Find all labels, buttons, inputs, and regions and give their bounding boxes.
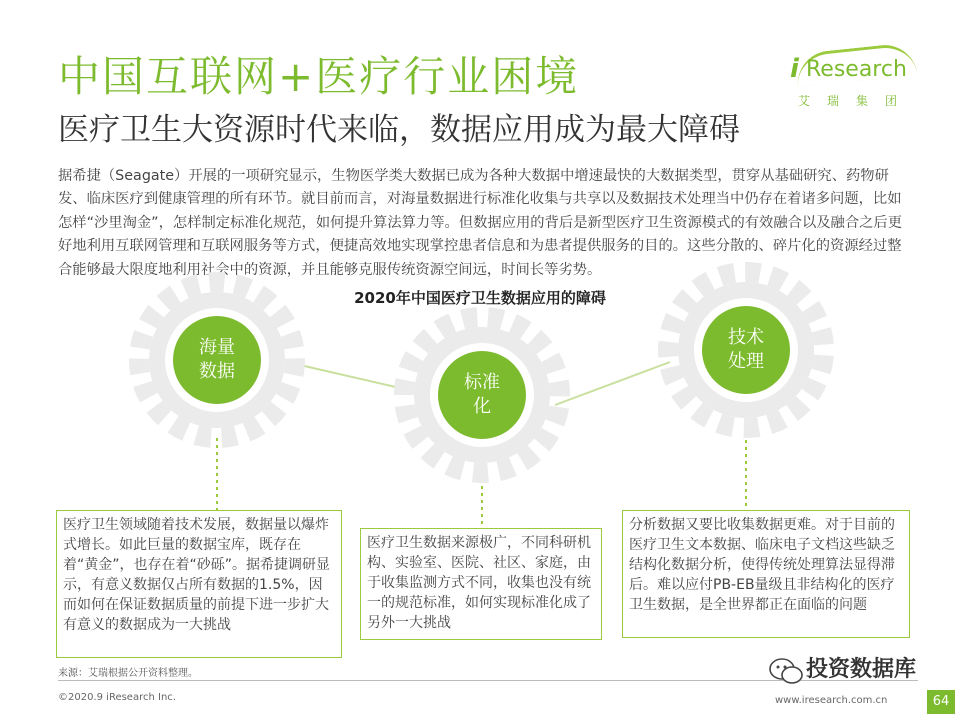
gear-2-line1: 标准	[464, 372, 500, 393]
box-massive-data: 医疗卫生领域随着技术发展，数据量以爆炸式增长。如此巨量的数据宝库，既存在着“黄金”，也存在着“砂砾”。据希捷调研显示，有意义数据仅占所有数据的1.5%，因而如何在保证数据质量的前提下进一步扩大有意义的数据成为一大挑战	[56, 510, 342, 658]
page-number: 64	[927, 690, 955, 714]
box-technical-processing: 分析数据又要比收集数据更难。对于目前的医疗卫生文本数据、临床电子文档这些缺乏结构化数据分析，使得传统处理算法显得滞后。难以应付PB-EB量级且非结构化的医疗卫生数据，是全世界都正在面临的问题	[622, 510, 910, 638]
logo-wordmark: Research	[806, 57, 907, 82]
wechat-icon	[768, 656, 804, 686]
gear-1-line1: 海量	[199, 337, 235, 358]
logo-i: i	[790, 54, 799, 84]
footer-url: www.iresearch.com.cn	[775, 695, 888, 706]
gear-1-line2: 数据	[199, 361, 235, 382]
connector-right	[555, 362, 670, 405]
copyright: ©2020.9 iResearch Inc.	[58, 692, 176, 703]
watermark-text: 投资数据库	[806, 657, 917, 682]
diagram-title: 2020年中国医疗卫生数据应用的障碍	[354, 289, 606, 307]
gear-label-3	[706, 326, 786, 374]
gear-label-2	[442, 371, 522, 419]
box-standardization: 医疗卫生数据来源极广，不同科研机构、实验室、医院、社区、家庭，由于收集监测方式不同，收集也没有统一的规范标准，如何实现标准化成了另外一大挑战	[360, 528, 602, 640]
gear-label-1	[177, 336, 257, 384]
page-subtitle: 医疗卫生大资源时代来临，数据应用成为最大障碍	[58, 112, 740, 148]
gear-2-line2: 化	[473, 396, 491, 417]
connector-left	[300, 365, 400, 388]
logo-chinese: 艾瑞集团	[798, 94, 915, 108]
watermark	[768, 656, 948, 686]
source-note: 来源：艾瑞根据公开资料整理。	[58, 668, 198, 679]
gear-3-line2: 处理	[728, 351, 764, 372]
gear-3-line1: 技术	[728, 327, 764, 348]
intro-paragraph: 据希捷（Seagate）开展的一项研究显示，生物医学类大数据已成为各种大数据中增速最快的大数据类型，贯穿从基础研究、药物研发、临床医疗到健康管理的所有环节。就目前而言，对海量数据进行标准化收集与共享以及数据技术处理当中仍存在着诸多问题，比如怎样“沙里淘金”，怎样制定标准化规范，如何提升算法算力等。但数据应用的背后是新型医疗卫生资源模式的有效融合以及融合之后更好地利用互联网管理和互联网服务等方式，便捷高效地实现掌控患者信息和为患者提供服务的目的。这些分散的、碎片化的资源经过整合能够最大限度地利用社会中的资源，并且能够克服传统资源空间远，时间长等劣势。	[58, 168, 903, 278]
page-title: 中国互联网+医疗行业困境	[58, 52, 580, 101]
